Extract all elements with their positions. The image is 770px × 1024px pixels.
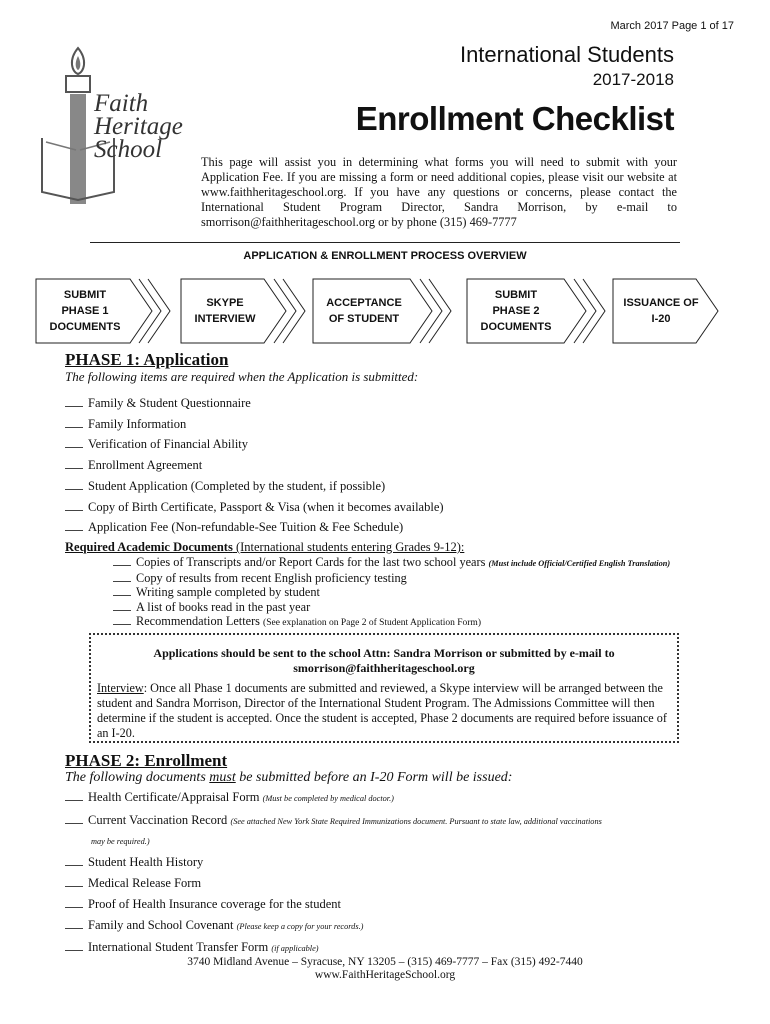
item-text: Copy of results from recent English proficiency testing	[136, 570, 407, 585]
checkbox-blank[interactable]	[65, 876, 83, 887]
academic-docs-title: Required Academic Documents	[65, 540, 233, 554]
checkbox-blank[interactable]	[65, 940, 83, 951]
checkbox-blank[interactable]	[113, 614, 131, 625]
divider	[90, 242, 680, 243]
item-text: A list of books read in the past year	[136, 599, 311, 614]
program-title: International Students	[459, 42, 674, 67]
item-text: International Student Transfer Form	[88, 940, 269, 955]
intro-paragraph: This page will assist you in determining what forms you will need to submit with your Application Fee. If you are missing a form or need additional copies, please visit our website at www.faithheritageschool.org. If you have any questions or concerns, please contact the International Student Program Director, Sandra Morrison, by e-mail to smorrison@faithheritageschool.org or by phone (315) 469-7777	[201, 155, 677, 229]
page-footer	[0, 956, 770, 982]
checkbox-blank[interactable]	[113, 571, 131, 582]
academic-docs-list	[113, 555, 763, 631]
item-text: Verification of Financial Ability	[88, 437, 249, 452]
footer-website[interactable]: www.FaithHeritageSchool.org	[314, 969, 456, 981]
school-year: 2017-2018	[592, 70, 674, 89]
item-text: Health Certificate/Appraisal Form	[88, 790, 260, 804]
list-item	[65, 434, 755, 455]
list-item	[65, 393, 755, 414]
checkbox-blank[interactable]	[65, 458, 83, 469]
item-note: (if applicable)	[271, 944, 319, 954]
list-item	[65, 414, 755, 435]
page-date-number: March 2017 Page 1 of 17	[610, 20, 734, 32]
checkbox-blank[interactable]	[113, 600, 131, 611]
item-text: Copy of Birth Certificate, Passport & Visa (when it becomes available)	[88, 499, 444, 514]
item-text: Enrollment Agreement	[88, 458, 203, 473]
checkbox-blank[interactable]	[113, 585, 131, 596]
list-item	[65, 915, 755, 938]
list-item	[113, 600, 763, 615]
step-label: SUBMIT PHASE 1 DOCUMENTS	[49, 289, 121, 333]
item-text: Student Health History	[88, 855, 204, 870]
list-item	[65, 497, 755, 518]
list-item	[113, 571, 763, 586]
step-acceptance	[312, 278, 458, 344]
item-text: Writing sample completed by student	[136, 585, 320, 599]
step-issuance-i20	[612, 278, 722, 344]
phase-2-sub-post: be submitted before an I-20 Form will be issued:	[235, 770, 513, 785]
interview-text: : Once all Phase 1 documents are submitted and reviewed, a Skype interview will be arranged between the student and Sandra Morrison, Director of the International Student Program. The Admissions Committee will then determine if the student is accepted. Once the student is accepted, Phase 2 documents are required before issuance of an I-20.	[97, 681, 667, 740]
logo-wordmark: Faith Heritage School	[94, 90, 183, 163]
checkbox-blank[interactable]	[65, 437, 83, 448]
item-text: Current Vaccination Record	[88, 812, 228, 827]
item-text: Family Information	[88, 416, 187, 431]
item-note: (Please keep a copy for your records.)	[236, 921, 364, 931]
step-label: SKYPE INTERVIEW	[194, 297, 256, 325]
item-text: Proof of Health Insurance coverage for the student	[88, 896, 342, 911]
item-text: Recommendation Letters	[136, 614, 260, 628]
step-skype-interview	[180, 278, 310, 344]
list-item	[65, 873, 755, 894]
phase-1-checklist	[65, 393, 755, 538]
phase-1-subheading: The following items are required when the Application is submitted:	[65, 369, 419, 384]
phase-2-sub-must: must	[209, 770, 236, 785]
item-note: (Must include Official/Certified English Translation)	[488, 559, 671, 568]
checkbox-blank[interactable]	[65, 500, 83, 511]
school-logo	[38, 42, 188, 210]
checkbox-blank[interactable]	[65, 855, 83, 866]
item-text: Medical Release Form	[88, 876, 202, 891]
list-item	[113, 585, 763, 600]
item-note: (See attached New York State Required Immunizations document. Pursuant to state law, additional vaccinations	[230, 816, 602, 826]
checkbox-blank[interactable]	[65, 790, 83, 801]
checkbox-blank[interactable]	[65, 813, 83, 824]
phase-2-checklist	[65, 787, 755, 960]
checkbox-blank[interactable]	[65, 897, 83, 908]
item-note-continued: may be required.)	[91, 837, 150, 847]
footer-address: 3740 Midland Avenue – Syracuse, NY 13205 – (315) 469-7777 – Fax (315) 492-7440	[187, 956, 583, 968]
checkbox-blank[interactable]	[65, 396, 83, 407]
item-text: Copies of Transcripts and/or Report Cards for the last two school years	[136, 555, 486, 569]
item-text: Student Application (Completed by the student, if possible)	[88, 478, 386, 493]
checkbox-blank[interactable]	[65, 520, 83, 531]
step-submit-phase-1	[35, 278, 175, 344]
step-submit-phase-2	[466, 278, 612, 344]
list-item	[65, 476, 755, 497]
checkbox-blank[interactable]	[65, 479, 83, 490]
list-item	[65, 787, 755, 810]
list-item	[65, 894, 755, 915]
item-text: Family & Student Questionnaire	[88, 396, 251, 410]
notice-line-1: Applications should be sent to the school Attn: Sandra Morrison or submitted by e-mail to	[153, 646, 615, 660]
step-label: ISSUANCE OF I-20	[623, 297, 699, 325]
interview-paragraph	[97, 681, 671, 741]
notice-submission	[91, 646, 677, 676]
checkbox-blank[interactable]	[65, 417, 83, 428]
academic-docs-scope: (International students entering Grades 9-12):	[235, 540, 465, 554]
submission-notice-box	[89, 633, 679, 743]
notice-email: smorrison@faithheritageschool.org	[293, 661, 475, 675]
phase-1-heading: PHASE 1: Application	[65, 350, 229, 369]
interview-label: Interview	[97, 681, 144, 695]
list-item	[65, 517, 755, 538]
phase-2-subheading	[65, 770, 512, 786]
item-text: Family and School Covenant	[88, 917, 234, 932]
checkbox-blank[interactable]	[113, 555, 131, 566]
academic-docs-heading	[65, 540, 464, 555]
step-label: SUBMIT PHASE 2 DOCUMENTS	[480, 289, 552, 333]
page-title: Enrollment Checklist	[355, 100, 674, 137]
phase-2-sub-pre: The following documents	[65, 770, 210, 785]
checkbox-blank[interactable]	[65, 918, 83, 929]
list-item	[113, 614, 763, 631]
phase-2-heading: PHASE 2: Enrollment	[65, 751, 228, 770]
overview-title: APPLICATION & ENROLLMENT PROCESS OVERVIEW	[243, 250, 527, 262]
item-note: (Must be completed by medical doctor.)	[262, 794, 394, 803]
item-note: (See explanation on Page 2 of Student Application Form)	[263, 618, 481, 628]
list-item	[65, 455, 755, 476]
list-item	[65, 852, 755, 873]
list-item	[113, 555, 763, 571]
list-item	[65, 810, 755, 833]
item-text: Application Fee (Non-refundable-See Tuition & Fee Schedule)	[88, 520, 404, 535]
step-label: ACCEPTANCE OF STUDENT	[326, 297, 402, 325]
